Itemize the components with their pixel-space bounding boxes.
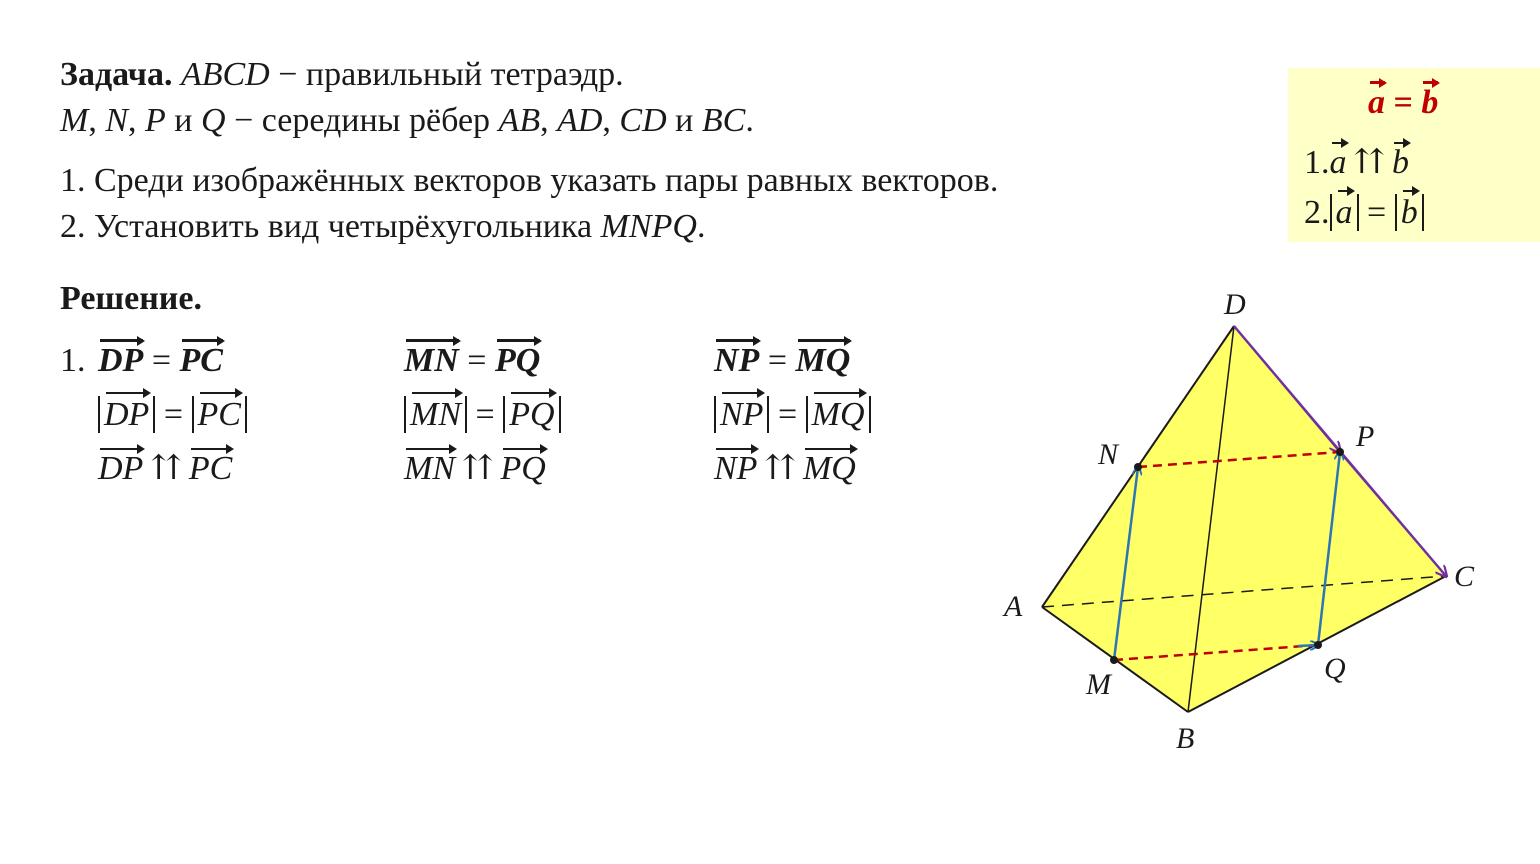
quad-name: MNPQ <box>600 208 697 245</box>
rule-vec-b: b <box>1392 144 1409 181</box>
label-c: C <box>1454 560 1475 593</box>
task-2-text: 2. Установить вид четырёхугольника <box>60 208 593 245</box>
vector-pq: PQ <box>509 396 555 433</box>
codirected-symbol: ⇈ <box>151 450 181 487</box>
label-q: Q <box>1324 652 1346 685</box>
label-n: N <box>1098 438 1119 471</box>
rule-vec-b: b <box>1421 84 1439 121</box>
vector-dp: DP <box>104 396 150 433</box>
tetrahedron-figure <box>980 280 1540 820</box>
rule-item-1 <box>1304 146 1409 180</box>
vector-mn: MN <box>410 396 461 433</box>
rule-definition <box>1368 86 1438 120</box>
vector-pq: PQ <box>500 450 546 487</box>
codirected-symbol: ⇈ <box>765 450 795 487</box>
group-2-equal <box>404 344 540 378</box>
problem-line-1 <box>60 58 624 92</box>
tetrahedron-name: ABCD <box>180 56 270 93</box>
comma: , <box>540 102 549 139</box>
rule-vec-a: a <box>1368 84 1385 121</box>
label-a: A <box>1004 590 1023 623</box>
label-d: D <box>1224 288 1246 321</box>
vector-equality-rule-box <box>1288 68 1540 242</box>
solution-number: 1. <box>60 342 86 379</box>
label-p: P <box>1356 420 1375 453</box>
edge-ad: AD <box>557 102 603 139</box>
eq-sign: = <box>163 396 184 433</box>
comma: , <box>602 102 611 139</box>
vector-pc: PC <box>179 342 223 379</box>
problem-line-2 <box>60 104 754 138</box>
vector-np: NP <box>714 342 760 379</box>
edge-bc: BC <box>701 102 746 139</box>
period: . <box>745 102 754 139</box>
vector-mq: MQ <box>811 396 865 433</box>
rule-item-2 <box>1304 194 1424 231</box>
point-m: M <box>60 102 89 139</box>
task-1: 1. Среди изображённых векторов указать пары равных векторов. <box>60 162 999 199</box>
solution-heading: Решение. <box>60 280 202 317</box>
rule-eq: = <box>1393 84 1413 121</box>
group-3-direction <box>714 452 856 486</box>
point-p-dot <box>1336 448 1344 456</box>
point-q: Q <box>201 102 226 139</box>
point-p: P <box>145 102 166 139</box>
word-and: и <box>675 102 694 139</box>
rule-eq: = <box>1367 194 1387 231</box>
group-3-equal <box>714 344 850 378</box>
group-2-direction <box>404 452 546 486</box>
comma: , <box>88 102 97 139</box>
vector-np: NP <box>720 396 764 433</box>
group-1-equal <box>98 344 223 378</box>
rule-vec-b: b <box>1400 194 1418 231</box>
label-m: M <box>1086 668 1111 701</box>
vector-mq: MQ <box>802 450 856 487</box>
vector-np: NP <box>714 450 758 487</box>
task-2 <box>60 210 705 244</box>
label-b: B <box>1176 722 1195 755</box>
group-3-length <box>714 396 871 433</box>
vector-mq: MQ <box>795 342 851 379</box>
eq-sign: = <box>467 342 487 379</box>
vector-pq: PQ <box>494 342 541 379</box>
rule-item-2-num: 2. <box>1304 194 1330 231</box>
problem-line1-rest: − правильный тетраэдр. <box>278 56 624 93</box>
vector-pc: PC <box>188 450 233 487</box>
vector-dp: DP <box>98 342 144 379</box>
vector-dp: DP <box>98 450 144 487</box>
group-2-length <box>404 396 561 433</box>
problem-label: Задача. <box>60 56 173 93</box>
point-n: N <box>105 102 129 139</box>
eq-sign: = <box>151 342 172 379</box>
eq-sign: = <box>777 396 798 433</box>
group-1-length <box>98 396 247 433</box>
codirected-symbol: ⇈ <box>1355 144 1384 181</box>
midpoints-text: − середины рёбер <box>234 102 491 139</box>
rule-vec-a: a <box>1335 194 1353 231</box>
point-m-dot <box>1110 656 1118 664</box>
point-q-dot <box>1314 641 1322 649</box>
period: . <box>696 208 706 245</box>
group-1-direction <box>98 452 232 486</box>
vector-pc: PC <box>197 396 241 433</box>
point-n-dot <box>1134 463 1142 471</box>
rule-vec-a: a <box>1329 144 1347 181</box>
edge-cd: CD <box>619 102 667 139</box>
comma: , <box>128 102 137 139</box>
rule-item-1-num: 1. <box>1304 144 1330 181</box>
eq-sign: = <box>475 396 495 433</box>
vector-mn: MN <box>404 450 455 487</box>
eq-sign: = <box>767 342 788 379</box>
vector-mn: MN <box>404 342 459 379</box>
codirected-symbol: ⇈ <box>463 450 492 487</box>
word-and: и <box>174 102 193 139</box>
edge-ab: AB <box>498 102 541 139</box>
